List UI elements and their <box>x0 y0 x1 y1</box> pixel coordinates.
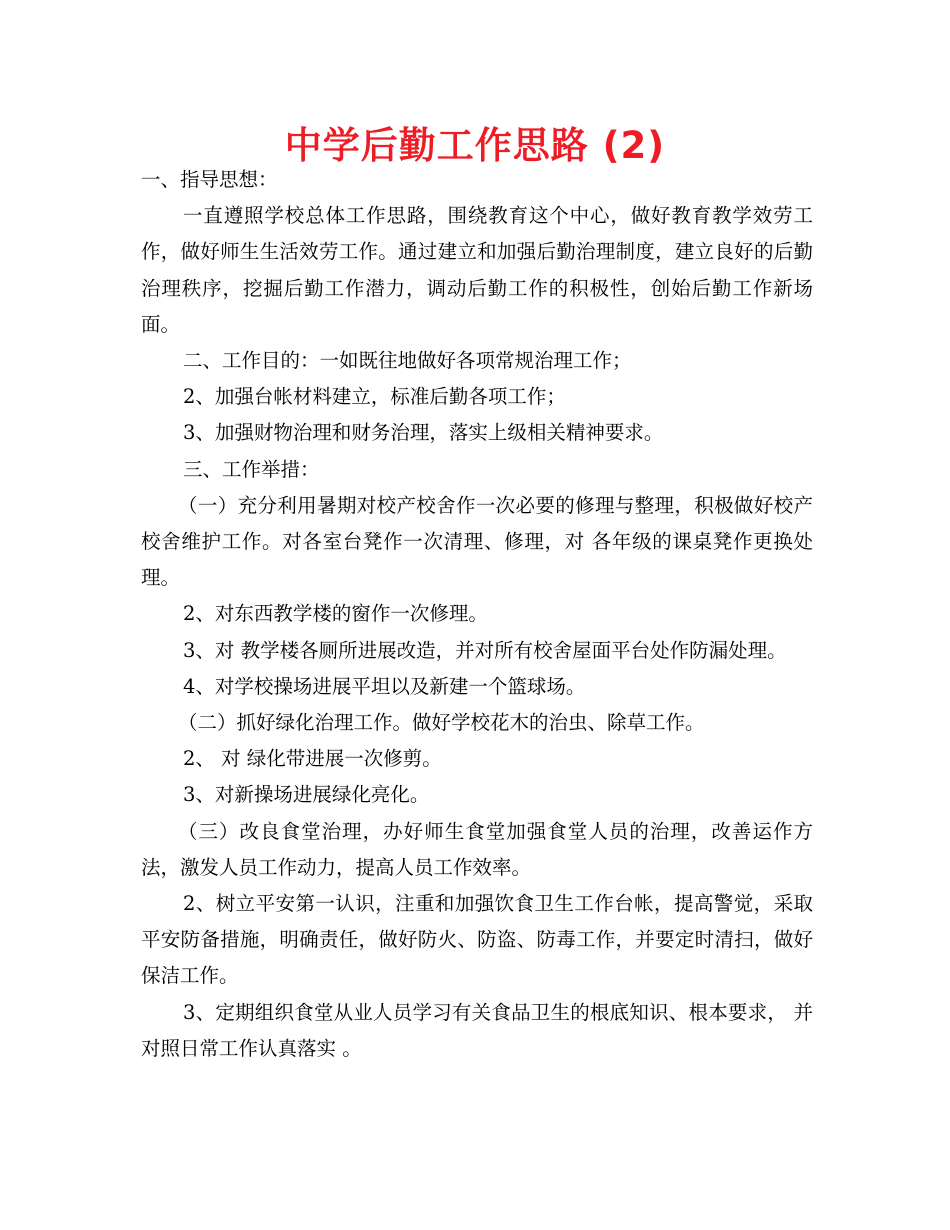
paragraph: 3、加强财物治理和财务治理，落实上级相关精神要求。 <box>183 421 664 445</box>
paragraph: （三）改良食堂治理，办好师生食堂加强食堂人员的治理，改善运作方法，激发人员工作动力，提高人员工作效率。 <box>141 819 813 879</box>
paragraph: 4、对学校操场进展平坦以及新建一个篮球场。 <box>183 674 586 698</box>
paragraph: 一直遵照学校总体工作思路，围绕教育这个中心，做好教育教学效劳工作，做好师生生活效劳工作。通过建立和加强后勤治理制度，建立良好的后勤治理秩序，挖掘后勤工作潜力，调动后勤工作的积极性，创始后勤工作新场面。 <box>141 204 813 336</box>
paragraph: 2、 对 绿化带进展一次修剪。 <box>183 747 442 771</box>
paragraph: 2、树立平安第一认识，注重和加强饮食卫生工作台帐，提高警觉，采取平安防备措施，明确责任，做好防火、防盗、防毒工作，并要定时清扫，做好保洁工作。 <box>141 892 813 988</box>
paragraph: （一）充分利用暑期对校产校舍作一次必要的修理与整理，积极做好校产校舍维护工作。对各室台凳作一次清理、修理，对 各年级的课桌凳作更换处理。 <box>141 493 813 590</box>
paragraph: 3、对新操场进展绿化亮化。 <box>183 783 430 807</box>
heading-guiding-ideology: 一、指导思想： <box>141 168 278 191</box>
paragraph: 3、对 教学楼各厕所进展改造，并对所有校舍屋面平台处作防漏处理。 <box>183 638 787 662</box>
paragraph: 2、加强台帐材料建立，标准后勤各项工作； <box>183 385 566 409</box>
document-title: 中学后勤工作思路 (2) <box>284 124 666 167</box>
paragraph: 2、对东西教学楼的窗作一次修理。 <box>183 602 488 626</box>
paragraph: （二）抓好绿化治理工作。做好学校花木的治虫、除草工作。 <box>178 711 705 735</box>
paragraph: 3、定期组织食堂从业人员学习有关食品卫生的根底知识、根本要求， 并对照日常工作认真落实 。 <box>141 1000 813 1060</box>
paragraph: 三、工作举措： <box>183 457 320 481</box>
document-body <box>141 162 813 1067</box>
paragraph: 二、工作目的：一如既往地做好各项常规治理工作； <box>183 349 632 373</box>
